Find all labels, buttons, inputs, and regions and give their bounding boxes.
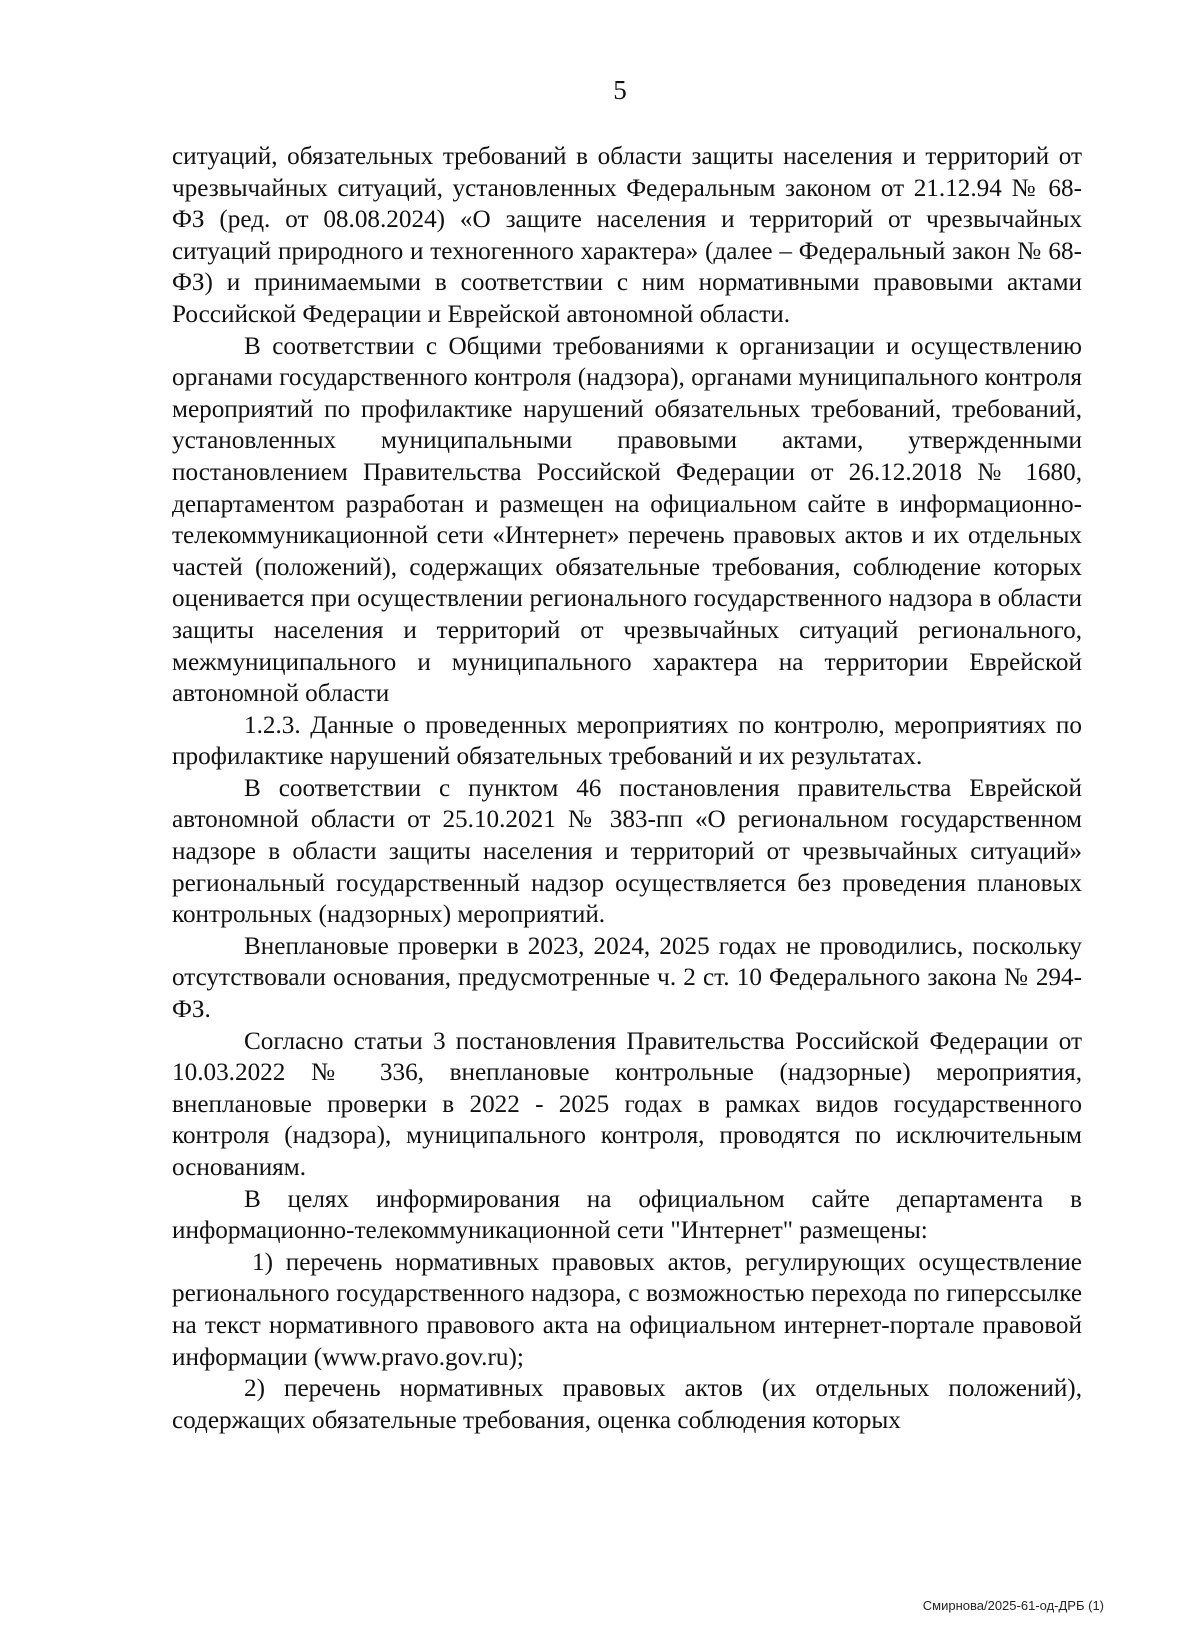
paragraph-government-resolution-336: Согласно статьи 3 постановления Правительства Российской Федерации от 10.03.2022 № 336, внеплановые контрольные (надзорные) мероприятия, внеплановые проверки в 2022 - 2025 годах в рамках видов государственного контроля (надзора), муниципального контроля, проводятся по исключительным основаниям.: [172, 1027, 1082, 1181]
paragraph-general-requirements: В соответствии с Общими требованиями к организации и осуществлению органами государственного контроля (надзора), органами муниципального контроля мероприятий по профилактике нарушений обязательных требований, требований, установленных муниципальными правовыми актами, утвержденными постановлением Правительства Российской Федерации от 26.12.2018 № 1680, департаментом разработан и размещен на официальном сайте в информационно-телекоммуникационной сети «Интернет» перечень правовых актов и их отдельных частей (положений), содержащих обязательные требования, соблюдение которых оценивается при осуществлении регионального государственного надзора в области защиты населения и территорий от чрезвычайных ситуаций регионального, межмуниципального и муниципального характера на территории Еврейской автономной области: [172, 332, 1082, 708]
list-item-1: 1) перечень нормативных правовых актов, регулирующих осуществление регионального государственного надзора, с возможностью перехода по гиперссылке на текст нормативного правового акта на официальном интернет-портале правовой информации (www.pravo.gov.ru);: [172, 1248, 1082, 1371]
list-item-2: 2) перечень нормативных правовых актов (их отдельных положений), содержащих обязательные требования, оценка соблюдения которых: [172, 1375, 1082, 1434]
paragraph-regional-supervision: В соответствии с пунктом 46 постановления правительства Еврейской автономной области от 25.10.2021 № 383-пп «О региональном государственном надзоре в области защиты населения и территорий от чрезвычайных ситуаций» региональный государственный надзор осуществляется без проведения плановых контрольных (надзорных) мероприятий.: [172, 774, 1082, 929]
page-number: 5: [613, 75, 627, 105]
document-registration-code: Смирнова/2025-61-од-ДРБ (1): [922, 1598, 1104, 1613]
paragraph-continuation: ситуаций, обязательных требований в области защиты населения и территорий от чрезвычайных ситуаций, установленных Федеральным законом от 21.12.94 № 68-ФЗ (ред. от 08.08.2024) «О защите населения и территорий от чрезвычайных ситуаций природного и техногенного характера» (далее – Федеральный закон № 68-ФЗ) и принимаемыми в соответствии с ним нормативными правовыми актами Российской Федерации и Еврейской автономной области.: [172, 143, 1082, 328]
paragraph-section-1-2-3: 1.2.3. Данные о проведенных мероприятиях по контролю, мероприятиях по профилактике нарушений обязательных требований и их результатах.: [172, 711, 1082, 771]
paragraph-information-purposes: В целях информирования на официальном сайте департамента в информационно-телекоммуникационной сети "Интернет" размещены:: [172, 1185, 1082, 1245]
paragraph-unscheduled-inspections: Внеплановые проверки в 2023, 2024, 2025 годах не проводились, поскольку отсутствовали основания, предусмотренные ч. 2 ст. 10 Федерального закона № 294-ФЗ.: [172, 932, 1082, 1024]
document-body: [172, 141, 1082, 1436]
